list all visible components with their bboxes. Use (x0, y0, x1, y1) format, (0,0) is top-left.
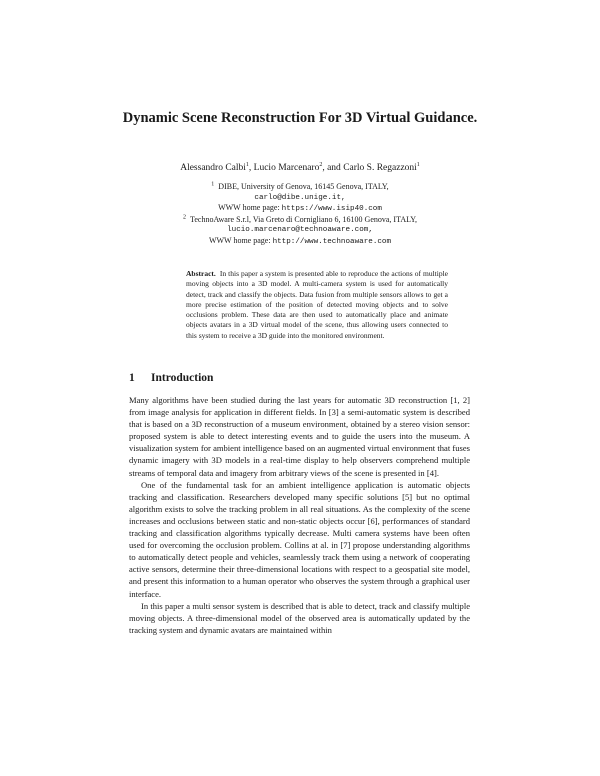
affiliation-org: DIBE, University of Genova, 16145 Genova, ITALY, (218, 182, 389, 191)
paragraph: Many algorithms have been studied during the last years for automatic 3D reconstruction [1, 2] from image analysis for application in different fields. In [3] a semi-automatic system is described that is based on a 3D reconstruction of a museum environment, obtained by a stereo vision sensor: proposed system is able to detect interesting events and to guide the users into the museum. A visualization system for ambient intelligence based on an augmented virtual environment that fuses dynamic imagery with 3D models in a real-time display to help observers comprehend multiple streams of temporal data and imagery from arbitrary views of the scene is presented in [4]. (129, 395, 470, 478)
author-name: Alessandro Calbi (180, 163, 246, 173)
section-number: 1 (129, 372, 135, 384)
author-affiliation-mark: 2 (319, 161, 323, 168)
abstract (186, 269, 448, 341)
paragraph: In this paper a multi sensor system is described that is able to detect, track and classify multiple moving objects. A three-dimensional model of the observed area is automatically updated by the tracking system and dynamic avatars are maintained within (129, 600, 470, 635)
section-title: Introduction (151, 372, 214, 384)
affiliation-mark: 2 (183, 214, 187, 221)
abstract-text: In this paper a system is presented able to reproduce the actions of multiple moving objects into a 3D model. A multi-camera system is used for automatically detect, track and classify the objects. Data fusion from multiple sensors allows to get a more precise estimation of the position of detected moving objects and to solve occlusions problem. These data are then used to automatically place and animate objects avatars in a 3D virtual model of the scene, thus allowing users connected to this system to receive a 3D guide into the monitored environment. (186, 269, 449, 340)
author-affiliation-mark: 1 (245, 161, 249, 168)
affiliations (100, 182, 500, 248)
affiliation-1-www (100, 203, 500, 215)
section-body (129, 394, 470, 636)
author-affiliation-mark: 1 (416, 161, 420, 168)
affiliation-mark: 1 (211, 181, 215, 188)
author-name: Lucio Marcenaro (253, 163, 320, 173)
www-label: WWW home page: (218, 203, 282, 213)
affiliation-org: TechnoAware S.r.l, Via Greto di Cornigliano 6, 16100 Genova, ITALY, (190, 214, 417, 224)
affiliation-2-www (100, 236, 500, 248)
abstract-label: Abstract. (186, 269, 216, 278)
affiliation-1-org (100, 182, 500, 193)
author-separator: , (248, 163, 254, 173)
paragraph: One of the fundamental task for an ambient intelligence application is automatic objects tracking and classification. Researchers developed many specific solutions [5] but no optimal algorithm exists to solve the tracking problem in all real situations. As the complexity of the scene increases and occlusions between static and non-static objects occur [6], performances of standard tracking and classification algorithms typically decrease. Multi camera systems have been often used for overcoming the occlusion problem. Collins at al. in [7] propose understanding algorithms to automatically detect people and vehicles, seamlessly track them using a network of cooperating active sensors, determine their three-dimensional locations with respect to a geospatial site model, and present this information to a human operator who observes the system through a graphical user interface. (129, 479, 470, 599)
affiliation-2-email[interactable]: lucio.marcenaro@technoaware.com, (227, 226, 373, 235)
author-separator: , and (322, 163, 344, 173)
author-list (100, 162, 500, 175)
affiliation-1-email[interactable]: carlo@dibe.unige.it, (254, 193, 346, 202)
www-label: WWW home page: (208, 235, 273, 245)
author-name: Carlo S. Regazzoni (343, 163, 417, 173)
www-link[interactable]: https://www.isip40.com (281, 205, 382, 214)
paper-title: Dynamic Scene Reconstruction For 3D Virtual Guidance. (122, 110, 478, 126)
affiliation-2-org (100, 215, 500, 226)
www-link[interactable]: http://www.technoaware.com (272, 237, 392, 246)
section-heading (129, 372, 213, 384)
